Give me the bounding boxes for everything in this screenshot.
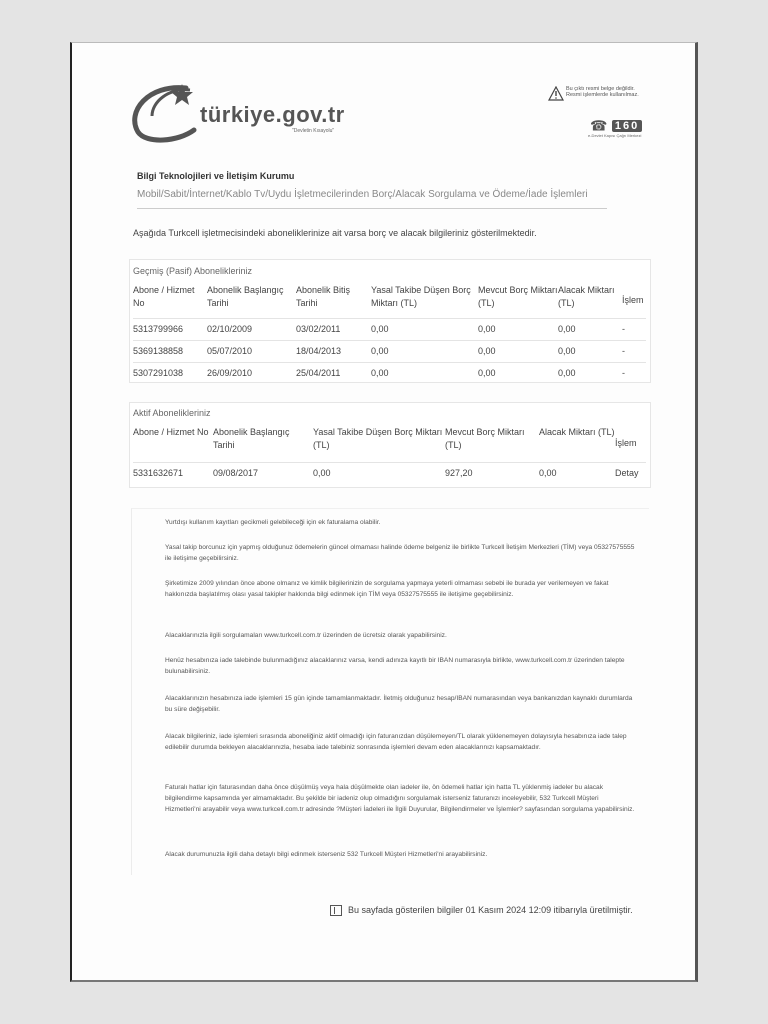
- col-header-current-debt: Mevcut Borç Miktarı (TL): [445, 427, 525, 450]
- info-note: Faturalı hatlar için faturasından daha önce düşülmüş veya hala düşülmekte olan iadeler ile, ön ödemeli hatlar için hatta TL yüklenmiş iadeler bu alacak bilgilendirme kapsamında yer almamaktadır. Bu şekilde bir iadeniz olup olmadığını sorgulamak isterseniz faturanızı inceleyebilir, 532 Turkcell Müşteri Hizmetleri'ni arayabilir veya www.turkcell.com.tr adresinde ?Müşteri İadeleri ile İlgili Duyurular, Bilgilendirmeler ve İşlemler? sayfasından sorgulama yapabilirsiniz.: [165, 784, 635, 813]
- info-note: Alacak bilgileriniz, iade işlemleri sırasında aboneliğiniz aktif olmadığı için faturanızdan düşülemeyen/TL olarak yüklenemeyen dolayısıyla hesabınıza iade talep edilebilir durumda bekleyen alacaklarınızla, hesaba iade talebiniz sonrasında işlemleri devam eden alacaklarınızı kapsamaktadır.: [165, 733, 627, 751]
- col-header-credit: Alacak Miktarı (TL): [539, 427, 615, 437]
- divider: [137, 208, 607, 209]
- table-row: [133, 462, 646, 484]
- cell-end-date: 18/04/2013: [296, 340, 371, 362]
- col-header-action: İşlem: [615, 438, 637, 449]
- col-header-action: İşlem: [622, 295, 644, 306]
- past-section-title: Geçmiş (Pasif) Abonelikleriniz: [133, 266, 253, 276]
- warning-text: Bu çıktı resmi belge değildir. Resmi işlemlerde kullanılmaz.: [566, 86, 639, 98]
- cell-action: -: [622, 362, 646, 384]
- cell-credit: 0,00: [539, 462, 615, 484]
- cell-current-debt: 0,00: [478, 340, 558, 362]
- cell-subscriber-no: 5307291038: [133, 362, 207, 384]
- cell-current-debt: 0,00: [478, 318, 558, 340]
- cell-end-date: 25/04/2011: [296, 362, 371, 384]
- col-header-legal-debt: Yasal Takibe Düşen Borç Miktarı (TL): [313, 427, 443, 450]
- cell-start-date: 05/07/2010: [207, 340, 296, 362]
- callcenter-number: 160: [612, 120, 642, 132]
- info-note: Yasal takip borcunuz için yapmış olduğunuz ödemelerin güncel olmaması halinde ödeme belgeniz ile birlikte Turkcell İletişim Merkezleri (TİM) veya 05327575555 ile iletişime geçebilirsiniz.: [165, 544, 635, 562]
- cell-action: -: [622, 340, 646, 362]
- col-header-legal-debt: Yasal Takibe Düşen Borç Miktarı (TL): [371, 285, 471, 308]
- cell-legal-debt: 0,00: [371, 340, 478, 362]
- logo-text: türkiye.gov.tr: [200, 102, 345, 127]
- callcenter-label: e-Devlet Kapısı Çağrı Merkezi: [588, 133, 642, 138]
- cell-end-date: 03/02/2011: [296, 318, 371, 340]
- info-notes-panel: [131, 508, 649, 875]
- cell-legal-debt: 0,00: [371, 318, 478, 340]
- info-note: Henüz hesabınıza iade talebinde bulunmadığınız alacaklarınız varsa, kendi adınıza kayıtlı bir IBAN numarasıyla birlikte, www.turkcell.com.tr üzerinden talepte bulunabilirsiniz.: [165, 657, 625, 675]
- info-note: Alacaklarınızın hesabınıza iade işlemleri 15 gün içinde tamamlanmaktadır. İletmiş olduğunuz hesap/IBAN numarasından veya bankanızdan kaynaklı durumlarda bu süre değişebilir.: [165, 695, 633, 713]
- col-header-end-date: Abonelik Bitiş Tarihi: [296, 285, 351, 308]
- service-title: Mobil/Sabit/İnternet/Kablo Tv/Uydu İşletmecilerinden Borç/Alacak Sorgulama ve Ödeme/İade İşlemleri: [137, 189, 588, 200]
- intro-text: Aşağıda Turkcell işletmecisindeki aboneliklerinize ait varsa borç ve alacak bilgileriniz gösterilmektedir.: [133, 228, 537, 238]
- table-row: [133, 362, 646, 384]
- cell-start-date: 26/09/2010: [207, 362, 296, 384]
- document-icon: [330, 905, 342, 916]
- info-note: Alacaklarınızla ilgili sorgulamaları www.turkcell.com.tr üzerinden de ücretsiz olarak yapabilirsiniz.: [165, 632, 447, 639]
- col-header-credit: Alacak Miktarı (TL): [558, 285, 615, 308]
- col-header-subscriber-no: Abone / Hizmet No: [133, 285, 195, 308]
- table-row: [133, 340, 646, 362]
- logo-slogan: "Devletin Kısayolu": [292, 128, 335, 134]
- phone-icon: ☎: [590, 117, 608, 134]
- cell-credit: 0,00: [558, 318, 622, 340]
- cell-legal-debt: 0,00: [313, 462, 445, 484]
- cell-legal-debt: 0,00: [371, 362, 478, 384]
- cell-current-debt: 927,20: [445, 462, 539, 484]
- table-row: [133, 318, 646, 340]
- cell-action: -: [622, 318, 646, 340]
- generated-at-text: Bu sayfada gösterilen bilgiler 01 Kasım 2024 12:09 itibarıyla üretilmiştir.: [348, 905, 633, 915]
- organization-name: Bilgi Teknolojileri ve İletişim Kurumu: [137, 171, 295, 181]
- col-header-start-date: Abonelik Başlangıç Tarihi: [213, 427, 290, 450]
- info-note: Alacak durumunuzla ilgili daha detaylı bilgi edinmek isterseniz 532 Turkcell Müşteri Hizmetleri'ni arayabilirsiniz.: [165, 851, 488, 858]
- cell-current-debt: 0,00: [478, 362, 558, 384]
- generated-at-footer: [330, 905, 633, 916]
- warning-triangle-icon: [548, 86, 564, 101]
- cell-credit: 0,00: [558, 340, 622, 362]
- detail-link[interactable]: Detay: [615, 462, 646, 484]
- cell-credit: 0,00: [558, 362, 622, 384]
- col-header-start-date: Abonelik Başlangıç Tarihi: [207, 285, 284, 308]
- cell-subscriber-no: 5331632671: [133, 462, 213, 484]
- active-section-title: Aktif Abonelikleriniz: [133, 408, 211, 418]
- cell-start-date: 09/08/2017: [213, 462, 313, 484]
- cell-start-date: 02/10/2009: [207, 318, 296, 340]
- col-header-subscriber-no: Abone / Hizmet No: [133, 427, 209, 437]
- info-note: Şirketimize 2009 yılından önce abone olmanız ve kimlik bilgilerinizin de sorgulama yapmaya yeterli olmaması sebebi ile burada yer verilemeyen ve fakat hakkınızda başlatılmış olası yasal takipler hakkında bilgi edinmek için TİM veya 05327575555 ile iletişime geçebilirsiniz.: [165, 580, 609, 598]
- cell-subscriber-no: 5369138858: [133, 340, 207, 362]
- active-subscriptions-table: [133, 426, 646, 484]
- col-header-current-debt: Mevcut Borç Miktarı (TL): [478, 285, 558, 308]
- cell-subscriber-no: 5313799966: [133, 318, 207, 340]
- info-note: Yurtdışı kullanım kayıtları gecikmeli gelebileceği için ek faturalama olabilir.: [165, 519, 381, 526]
- past-subscriptions-table: [133, 284, 646, 384]
